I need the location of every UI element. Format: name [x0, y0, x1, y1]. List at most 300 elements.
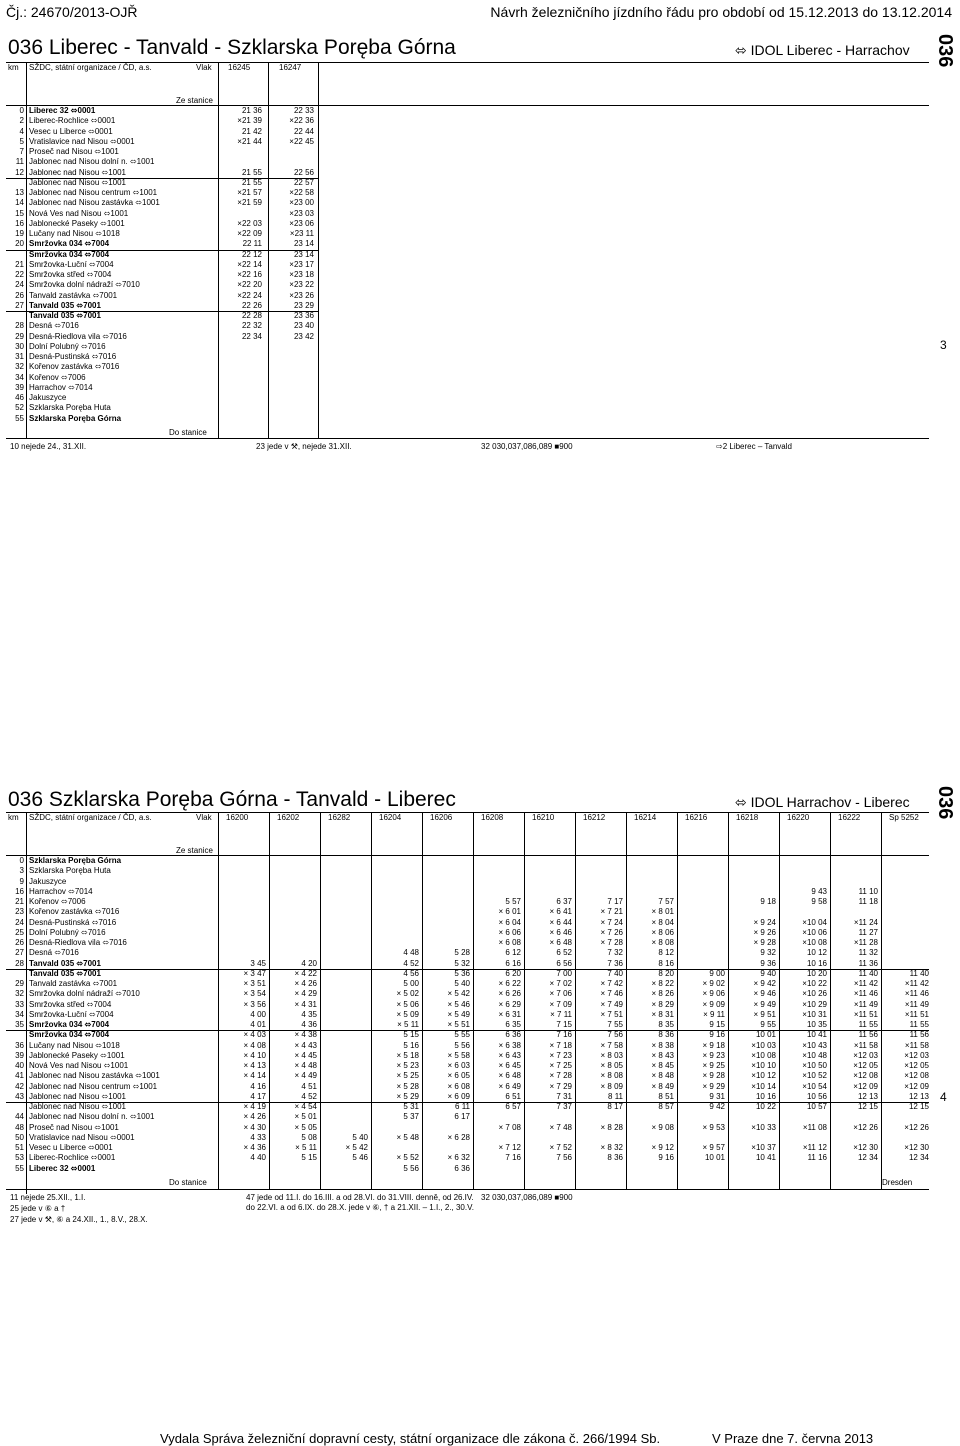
time-cell: × 5 48: [396, 1132, 419, 1142]
time-cell: 12 13: [857, 1091, 878, 1101]
time-cell: ×12 26: [853, 1122, 878, 1132]
time-cell: × 3 51: [243, 979, 266, 988]
time-cell: ×23 06: [289, 218, 314, 228]
time-cell: ×21 59: [237, 198, 262, 208]
time-cell: ×11 12: [802, 1143, 827, 1152]
time-cell: ×10 33: [751, 1122, 776, 1132]
time-cell: × 4 14: [243, 1071, 266, 1081]
time-cell: 21 55: [241, 167, 262, 177]
time-cell: 12 15: [857, 1102, 878, 1111]
time-cell: × 9 29: [702, 1081, 725, 1091]
km-cell: 2: [19, 116, 24, 126]
time-cell: × 6 38: [498, 1040, 521, 1050]
note: 32 030,037,086,089 ■900: [481, 1193, 573, 1202]
time-cell: × 5 49: [447, 1009, 470, 1019]
time-cell: 10 16: [755, 1091, 776, 1101]
time-cell: ×10 50: [802, 1061, 827, 1070]
station-name: Smržovka dolní nádraží ⬄7010: [29, 989, 140, 999]
time-cell: × 3 56: [243, 999, 266, 1009]
time-cell: ×22 14: [237, 259, 262, 269]
time-cell: × 8 04: [651, 917, 674, 927]
station-name: Smržovka 034 ⬄7004: [29, 1020, 110, 1029]
time-cell: × 8 48: [651, 1071, 674, 1081]
time-cell: × 7 48: [549, 1122, 572, 1132]
time-cell: ×12 30: [853, 1143, 878, 1152]
time-cell: 23 40: [293, 321, 314, 331]
time-cell: × 6 48: [549, 938, 572, 947]
time-cell: 23 29: [293, 300, 314, 310]
table-row: [6, 373, 326, 383]
time-cell: ×21 39: [237, 116, 262, 126]
km-cell: 16: [15, 218, 24, 228]
bottom-side-label: 036: [934, 786, 956, 820]
time-cell: 11 40: [909, 968, 929, 978]
time-cell: ×12 03: [853, 1050, 878, 1060]
time-cell: 5 32: [454, 958, 470, 968]
note: 10 nejede 24., 31.XII.: [10, 442, 87, 451]
km-cell: 34: [15, 372, 24, 382]
time-cell: 11 18: [858, 897, 878, 906]
time-cell: 10 41: [755, 1153, 776, 1163]
bottom-title: 036 Szklarska Poręba Górna - Tanvald - Liberec: [8, 788, 456, 811]
km-cell: 0: [19, 106, 24, 115]
footer-date: V Praze dne 7. června 2013: [712, 1431, 874, 1446]
time-cell: 11 32: [858, 948, 878, 958]
table-row: [6, 907, 929, 917]
time-cell: ×23 11: [289, 229, 314, 238]
time-cell: ×12 08: [853, 1071, 878, 1081]
time-cell: 7 40: [607, 968, 623, 978]
station-name: Smržovka-Luční ⬄7004: [29, 259, 114, 269]
time-cell: × 6 28: [447, 1132, 470, 1142]
time-cell: ×10 08: [802, 938, 827, 947]
table-row: [6, 106, 326, 116]
time-cell: × 8 31: [651, 1009, 674, 1019]
time-cell: ×22 16: [237, 270, 262, 279]
time-cell: × 9 08: [651, 1122, 674, 1132]
time-cell: × 9 46: [753, 989, 776, 999]
time-cell: × 6 09: [447, 1091, 470, 1101]
time-cell: 23 14: [293, 249, 314, 259]
time-cell: 6 17: [454, 1112, 470, 1122]
time-cell: 21 36: [241, 106, 262, 115]
time-cell: 8 16: [658, 958, 674, 968]
time-cell: × 8 03: [600, 1050, 623, 1060]
time-cell: ×12 09: [853, 1081, 878, 1091]
time-cell: × 5 11: [397, 1020, 419, 1029]
station-name: Tanvald zastávka ⬄7001: [29, 290, 118, 300]
time-cell: 4 56: [403, 968, 419, 978]
time-cell: 9 40: [760, 968, 776, 978]
table-row: [6, 362, 326, 372]
time-cell: 7 37: [556, 1102, 572, 1111]
station-name: Lučany nad Nisou ⬄1018: [29, 229, 120, 238]
time-cell: 8 57: [658, 1102, 674, 1111]
time-cell: 8 36: [658, 1030, 674, 1040]
time-cell: ×11 42: [853, 979, 878, 988]
station-name: Jablonec nad Nisou ⬄1001: [29, 1102, 126, 1111]
time-cell: × 8 49: [651, 1081, 674, 1091]
table-row: [6, 1102, 929, 1112]
time-cell: ×10 43: [802, 1040, 827, 1050]
time-cell: 7 15: [556, 1020, 572, 1029]
station-name: Nová Ves nad Nisou ⬄1001: [29, 1061, 129, 1070]
km-cell: 36: [15, 1040, 24, 1050]
table-row: [6, 280, 326, 290]
time-cell: 9 36: [760, 958, 776, 968]
time-cell: ×22 09: [237, 229, 262, 238]
time-cell: 8 20: [658, 968, 674, 978]
time-cell: 4 17: [250, 1091, 266, 1101]
table-row: [6, 157, 326, 167]
table-row: [6, 866, 929, 876]
time-cell: × 5 06: [396, 999, 419, 1009]
time-cell: 4 33: [250, 1132, 266, 1142]
time-cell: × 7 11: [550, 1009, 572, 1019]
time-cell: ×11 58: [853, 1040, 878, 1050]
time-cell: × 4 26: [243, 1112, 266, 1122]
km-cell: 39: [15, 382, 24, 392]
time-cell: 9 32: [760, 948, 776, 958]
train-number: 16208: [481, 813, 504, 822]
km-header: km: [8, 813, 19, 822]
time-cell: 8 17: [607, 1102, 623, 1111]
time-cell: × 6 41: [549, 907, 572, 917]
km-cell: 0: [19, 856, 24, 865]
time-cell: × 8 06: [651, 927, 674, 937]
time-cell: 10 12: [806, 948, 827, 958]
bottom-idol: ⬄ IDOL Harrachov - Liberec: [735, 794, 910, 810]
table-row: [6, 1082, 929, 1092]
time-cell: × 7 21: [600, 907, 623, 917]
table-row: [6, 291, 326, 301]
top-timetable: [6, 62, 929, 454]
time-cell: ×11 51: [904, 1009, 929, 1019]
train-number: 16247: [279, 63, 302, 72]
time-cell: 5 55: [454, 1030, 470, 1040]
time-cell: × 6 01: [498, 907, 521, 917]
time-cell: × 7 49: [600, 999, 623, 1009]
station-name: Szklarska Poręba Huta: [29, 866, 111, 876]
station-name: Desná ⬄7016: [29, 321, 79, 331]
time-cell: × 5 42: [345, 1143, 368, 1152]
km-cell: 19: [15, 229, 24, 238]
time-cell: 9 16: [709, 1030, 725, 1040]
page-number: 3: [940, 338, 947, 352]
time-cell: 5 28: [454, 948, 470, 958]
km-cell: 27: [15, 300, 24, 310]
km-cell: 15: [15, 208, 24, 218]
table-row: [6, 178, 326, 188]
km-cell: 35: [15, 1020, 24, 1029]
table-row: [6, 1164, 929, 1174]
time-cell: 9 18: [760, 897, 776, 906]
time-cell: × 4 13: [243, 1061, 266, 1070]
km-cell: 26: [15, 290, 24, 300]
km-cell: 52: [15, 403, 24, 413]
km-cell: 46: [15, 393, 24, 402]
time-cell: ×23 18: [289, 270, 314, 279]
time-cell: × 7 24: [600, 917, 623, 927]
station-name: Jablonec nad Nisou dolní n. ⬄1001: [29, 1112, 155, 1122]
time-cell: × 6 32: [447, 1153, 470, 1163]
station-name: Kořenov ⬄7006: [29, 372, 86, 382]
time-cell: × 7 06: [549, 989, 572, 999]
km-cell: 40: [15, 1061, 24, 1070]
time-cell: 10 01: [755, 1030, 776, 1040]
train-number: 16220: [787, 813, 810, 822]
station-name: Lučany nad Nisou ⬄1018: [29, 1040, 120, 1050]
note: 47 jede od 11.I. do 16.III. a od 28.VI. do 31.VIII. denně, od 26.IV. do 22.VI. a od 6.IX. do 28.X. jede v ⑥, † a 21.XII. – 1.I., 2., 30.V.: [246, 1193, 474, 1213]
time-cell: × 6 29: [498, 999, 521, 1009]
time-cell: × 6 22: [498, 979, 521, 988]
station-name: Smržovka 034 ⬄7004: [29, 239, 110, 249]
time-cell: 4 51: [301, 1081, 317, 1091]
time-cell: × 4 36: [243, 1143, 266, 1152]
time-cell: 9 00: [709, 968, 725, 978]
time-cell: ×22 03: [237, 218, 262, 228]
station-name: Desná-Riedlova vila ⬄7016: [29, 331, 127, 341]
time-cell: 6 11: [455, 1102, 470, 1111]
time-cell: × 6 06: [498, 927, 521, 937]
km-cell: 26: [15, 938, 24, 947]
km-cell: 42: [15, 1081, 24, 1091]
time-cell: × 5 23: [396, 1061, 419, 1070]
station-name: Jablonec nad Nisou centrum ⬄1001: [29, 1081, 158, 1091]
km-cell: 5: [19, 136, 24, 146]
train-number: 16206: [430, 813, 453, 822]
time-cell: 6 51: [505, 1091, 521, 1101]
table-row: [6, 301, 326, 311]
top-side-label: 036: [934, 34, 956, 68]
time-cell: ×21 57: [237, 188, 262, 197]
station-name: Szklarska Poręba Huta: [29, 403, 111, 413]
top-idol: ⬄ IDOL Liberec - Harrachov: [735, 42, 910, 58]
time-cell: 5 08: [301, 1132, 317, 1142]
station-name: Tanvald 035 ⬄7001: [29, 958, 101, 968]
table-row: [6, 1020, 929, 1030]
time-cell: 5 46: [352, 1153, 368, 1163]
time-cell: ×10 26: [802, 989, 827, 999]
time-cell: 9 55: [760, 1020, 776, 1029]
table-row: [6, 918, 929, 928]
time-cell: 9 15: [709, 1020, 725, 1029]
time-cell: × 5 05: [294, 1122, 317, 1132]
time-cell: × 7 42: [600, 979, 623, 988]
table-row: [6, 1061, 929, 1071]
time-cell: ×22 45: [289, 136, 314, 146]
time-cell: × 9 25: [702, 1061, 725, 1070]
table-row: [6, 1071, 929, 1081]
time-cell: ×11 46: [904, 989, 929, 999]
km-cell: 16: [15, 886, 24, 896]
time-cell: ×11 08: [802, 1122, 827, 1132]
train-number: 16202: [277, 813, 300, 822]
time-cell: × 7 29: [549, 1081, 572, 1091]
time-cell: 12 13: [908, 1091, 929, 1101]
time-cell: 5 56: [454, 1040, 470, 1050]
time-cell: ×11 51: [853, 1009, 878, 1019]
time-cell: 8 51: [658, 1091, 674, 1101]
time-cell: ×11 58: [904, 1040, 929, 1050]
km-cell: 51: [15, 1143, 24, 1152]
table-row: [6, 1000, 929, 1010]
time-cell: 6 35: [505, 1020, 521, 1029]
ze-stanice: Ze stanice: [176, 846, 213, 855]
time-cell: × 6 49: [498, 1081, 521, 1091]
doc-title: Návrh železničního jízdního řádu pro období od 15.12.2013 do 13.12.2014: [490, 4, 952, 20]
time-cell: × 7 51: [600, 1009, 623, 1019]
time-cell: 10 20: [806, 968, 827, 978]
station-name: Tanvald 035 ⬄7001: [29, 311, 101, 320]
km-cell: 27: [15, 948, 24, 958]
table-row: [6, 948, 929, 958]
station-name: Jakuszyce: [29, 393, 67, 402]
note: 32 030,037,086,089 ■900: [481, 442, 573, 451]
station-name: Smržovka střed ⬄7004: [29, 270, 112, 279]
time-cell: 22 57: [293, 177, 314, 187]
table-row: [6, 414, 326, 424]
table-row: [6, 1092, 929, 1102]
station-name: Smržovka-Luční ⬄7004: [29, 1009, 114, 1019]
time-cell: × 4 10: [243, 1050, 266, 1060]
km-cell: 28: [15, 958, 24, 968]
time-cell: ×10 03: [751, 1040, 776, 1050]
time-cell: × 5 58: [447, 1050, 470, 1060]
note: 27 jede v ⚒, ⑥ a 24.XII., 1., 8.V., 28.X.: [10, 1215, 148, 1224]
time-cell: ×23 26: [289, 290, 314, 300]
table-row: [6, 260, 326, 270]
time-cell: ×23 17: [289, 259, 314, 269]
time-cell: 7 56: [607, 1030, 623, 1040]
operator: SŽDC, státní organizace / ČD, a.s.: [29, 813, 152, 822]
time-cell: 5 15: [403, 1030, 419, 1040]
time-cell: ×11 28: [853, 938, 878, 947]
station-name: Desná-Pustinská ⬄7016: [29, 917, 117, 927]
station-name: Liberec-Rochlice ⬄0001: [29, 1153, 116, 1163]
station-name: Dolní Polubný ⬄7016: [29, 341, 106, 351]
km-cell: 11: [15, 157, 24, 167]
time-cell: ×23 03: [289, 208, 314, 218]
station-name: Szklarska Poręba Górna: [29, 413, 122, 423]
train-number: 16212: [583, 813, 606, 822]
time-cell: 11 56: [909, 1030, 929, 1040]
vlak-label: Vlak: [196, 63, 212, 72]
station-name: Tanvald 035 ⬄7001: [29, 968, 101, 978]
time-cell: × 5 11: [295, 1143, 317, 1152]
time-cell: 10 56: [806, 1091, 827, 1101]
time-cell: ×11 46: [853, 989, 878, 999]
time-cell: 4 52: [301, 1091, 317, 1101]
time-cell: 6 56: [556, 958, 572, 968]
time-cell: × 4 45: [294, 1050, 317, 1060]
table-row: [6, 887, 929, 897]
km-cell: 24: [15, 280, 24, 290]
time-cell: 10 16: [806, 958, 827, 968]
km-cell: 12: [15, 167, 24, 177]
time-cell: 23 36: [293, 311, 314, 320]
time-cell: 5 31: [403, 1102, 419, 1111]
time-cell: × 8 45: [651, 1061, 674, 1070]
time-cell: × 9 02: [702, 979, 725, 988]
station-name: Jakuszyce: [29, 876, 67, 886]
km-cell: 33: [15, 999, 24, 1009]
time-cell: 22 26: [241, 300, 262, 310]
km-cell: 21: [15, 259, 24, 269]
time-cell: × 6 45: [498, 1061, 521, 1070]
time-cell: × 7 25: [549, 1061, 572, 1070]
time-cell: × 6 03: [447, 1061, 470, 1070]
station-name: Smržovka 034 ⬄7004: [29, 1030, 110, 1040]
train-number: 16245: [228, 63, 251, 72]
km-cell: 4: [19, 126, 24, 136]
time-cell: ×10 04: [802, 917, 827, 927]
time-cell: ×21 44: [237, 136, 262, 146]
time-cell: 12 34: [857, 1153, 878, 1163]
time-cell: 9 58: [811, 897, 827, 906]
time-cell: 10 41: [806, 1030, 827, 1040]
table-row: [6, 1153, 929, 1163]
time-cell: × 7 26: [600, 927, 623, 937]
time-cell: ×10 14: [751, 1081, 776, 1091]
time-cell: × 3 54: [243, 989, 266, 999]
table-row: [6, 127, 326, 137]
time-cell: × 7 58: [600, 1040, 623, 1050]
time-cell: × 9 12: [651, 1143, 674, 1152]
time-cell: 21 42: [241, 126, 262, 136]
km-cell: 29: [15, 331, 24, 341]
km-cell: 39: [15, 1050, 24, 1060]
time-cell: × 8 08: [651, 938, 674, 947]
table-row: [6, 393, 326, 403]
note: 25 jede v ⑥ a †: [10, 1204, 66, 1213]
km-cell: 31: [15, 352, 24, 361]
station-name: Tanvald zastávka ⬄7001: [29, 979, 118, 988]
station-name: Tanvald 035 ⬄7001: [29, 300, 101, 310]
time-cell: 11 36: [858, 958, 878, 968]
station-name: Vesec u Liberce ⬄0001: [29, 126, 113, 136]
time-cell: ×12 08: [904, 1071, 929, 1081]
ze-stanice: Ze stanice: [176, 96, 213, 105]
km-cell: 28: [15, 321, 24, 331]
time-cell: ×11 24: [853, 917, 878, 927]
time-cell: ×10 48: [802, 1050, 827, 1060]
station-name: Smržovka 034 ⬄7004: [29, 249, 110, 259]
time-cell: ×10 08: [751, 1050, 776, 1060]
km-cell: 55: [15, 1163, 24, 1173]
time-cell: 23 14: [293, 239, 314, 249]
station-name: Dolní Polubný ⬄7016: [29, 927, 106, 937]
station-name: Jablonec nad Nisou dolní n. ⬄1001: [29, 157, 155, 167]
time-cell: ×22 58: [289, 188, 314, 197]
time-cell: ×12 26: [904, 1122, 929, 1132]
table-row: [6, 332, 326, 342]
time-cell: 9 31: [709, 1091, 725, 1101]
time-cell: 22 11: [242, 239, 262, 249]
train-number: Sp 5252: [889, 813, 919, 822]
time-cell: × 7 09: [549, 999, 572, 1009]
time-cell: × 9 51: [753, 1009, 776, 1019]
time-cell: × 4 54: [294, 1102, 317, 1111]
km-cell: 24: [15, 917, 24, 927]
station-name: Harrachov ⬄7014: [29, 886, 93, 896]
station-name: Vratislavice nad Nisou ⬄0001: [29, 1132, 135, 1142]
time-cell: ×23 22: [289, 280, 314, 290]
time-cell: 7 00: [556, 968, 572, 978]
km-cell: 55: [15, 413, 24, 423]
table-row: [6, 311, 326, 321]
time-cell: × 8 22: [651, 979, 674, 988]
